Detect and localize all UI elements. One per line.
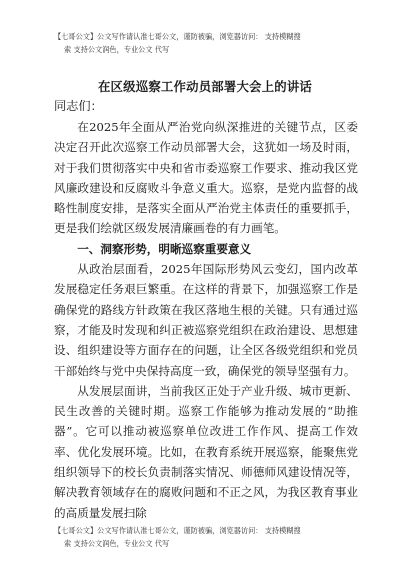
promo-banner-line: 索 支持公文润色，专业公文 代写 xyxy=(64,539,170,548)
section-heading: 一、洞察形势，明晰巡察重要意义 xyxy=(77,241,252,256)
document-body xyxy=(54,117,358,523)
paragraph-intro: 在2025年全面从严治党向纵深推进的关键节点，区委决定召开此次巡察工作动员部署大会，这犹如一场及时雨，对于我们贯彻落实中央和省市委巡察工作要求、推动我区党风廉政建设和反腐败斗争意义重大。巡察，是党内监督的战略性制度安排，是落实全面从严治党主体责任的重要抓手，更是我们绘就区级发展清廉画卷的有力画笔。 xyxy=(54,120,358,236)
document-title: 在区级巡察工作动员部署大会上的讲话 xyxy=(97,79,313,94)
paragraph-development: 从发展层面讲，当前我区正处于产业升级、城市更新、民生改善的关键时期。巡察工作能够为推动发展的“助推器”。它可以推动被巡察单位改进工作作风、提高工作效率、优化发展环境。比如，在教育系统开展巡察，能聚焦党组织领导下的校长负责制落实情况、师德师风建设情况等，解决教育领域存在的腐败问题和不正之风，为我区教育事业的高质量发展扫除 xyxy=(54,383,358,520)
promo-banner-line: 【七哥公文】公文写作请认准七哥公文，谨防被骗，浏览器访问： 支持模糊搜 xyxy=(54,526,301,535)
promo-banner-bottom xyxy=(54,524,384,550)
salutation: 同志们： xyxy=(54,99,103,113)
promo-banner-top xyxy=(54,30,384,56)
promo-banner-line: 索 支持公文润色，专业公文 代写 xyxy=(64,45,170,54)
paragraph-political: 从政治层面看，2025年国际形势风云变幻，国内改革发展稳定任务艰巨繁重。在这样的背景下，加强巡察工作是确保党的路线方针政策在我区落地生根的关键。只有通过巡察，才能及时发现和纠正被巡察党组织在政治建设、思想建设、组织建设等方面存在的问题，让全区各级党组织和党员干部始终与党中央保持高度一致，确保党的领导坚强有力。 xyxy=(54,262,358,378)
promo-banner-line: 【七哥公文】公文写作请认准七哥公文，谨防被骗，浏览器访问： 支持模糊搜 xyxy=(54,32,301,41)
